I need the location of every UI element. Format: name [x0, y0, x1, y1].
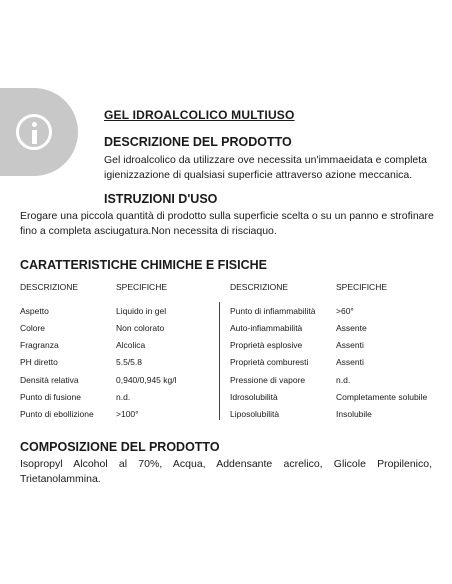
property-value: n.d.: [336, 375, 351, 385]
instructions-heading: ISTRUZIONI D'USO: [104, 192, 218, 206]
property-name: Punto di ebollizione: [20, 409, 94, 419]
description-text: Gel idroalcolico da utilizzare ove necessita un'immaeidata e completa igienizzazione di qualsiasi superficie attraverso azione meccanica.: [104, 154, 428, 181]
property-value: Non colorato: [116, 323, 165, 333]
property-name: Densità relativa: [20, 375, 79, 385]
properties-heading: CARATTERISTICHE CHIMICHE E FISICHE: [20, 258, 267, 272]
property-name: PH diretto: [20, 357, 58, 367]
table-row: [20, 392, 440, 406]
property-name: Idrosolubilità: [230, 392, 278, 402]
header-description-right: DESCRIZIONE: [230, 282, 289, 292]
product-title: GEL IDROALCOLICO MULTIUSO: [104, 108, 295, 122]
property-value: Assenti: [336, 357, 364, 367]
property-name: Fragranza: [20, 340, 59, 350]
table-row: [20, 340, 440, 354]
table-row: [20, 323, 440, 337]
header-specs-right: SPECIFICHE: [336, 282, 388, 292]
header-description-left: DESCRIZIONE: [20, 282, 79, 292]
property-name: Liposolubilità: [230, 409, 280, 419]
properties-header-row: [20, 282, 440, 296]
table-row: [20, 409, 440, 423]
property-name: Punto di fusione: [20, 392, 81, 402]
instructions-text: Erogare una piccola quantità di prodotto sulla superficie scelta o su un panno e strofinare fino a completa asciugatura.Non necessita di risciaquo.: [20, 210, 434, 237]
table-row: [20, 306, 440, 320]
property-value: Assenti: [336, 340, 364, 350]
table-row: [20, 357, 440, 371]
property-value: 5.5/5.8: [116, 357, 142, 367]
property-name: Proprietà esplosive: [230, 340, 303, 350]
info-icon-dot: [32, 122, 37, 127]
property-value: >100°: [116, 409, 139, 419]
property-name: Auto-infiammabilità: [230, 323, 303, 333]
property-value: >60°: [336, 306, 354, 316]
info-icon: [16, 114, 52, 150]
composition-heading: COMPOSIZIONE DEL PRODOTTO: [20, 440, 220, 454]
property-name: Punto di infiammabilità: [230, 306, 316, 316]
table-row: [20, 375, 440, 389]
property-value: n.d.: [116, 392, 131, 402]
property-value: Completamente solubile: [336, 392, 428, 402]
property-value: 0,940/0,945 kg/l: [116, 375, 177, 385]
property-name: Pressione di vapore: [230, 375, 306, 385]
property-value: Assente: [336, 323, 367, 333]
info-icon-bar: [32, 130, 37, 144]
header-specs-left: SPECIFICHE: [116, 282, 168, 292]
property-name: Aspetto: [20, 306, 49, 316]
property-name: Proprietà comburesti: [230, 357, 309, 367]
composition-text: Isopropyl Alcohol al 70%, Acqua, Addensante acrelico, Glicole Propilenico, Trietanolammina.: [20, 458, 432, 485]
property-value: Alcolica: [116, 340, 146, 350]
property-value: Insolubile: [336, 409, 372, 419]
property-value: Liquido in gel: [116, 306, 167, 316]
property-name: Colore: [20, 323, 46, 333]
description-heading: DESCRIZIONE DEL PRODOTTO: [104, 135, 292, 149]
